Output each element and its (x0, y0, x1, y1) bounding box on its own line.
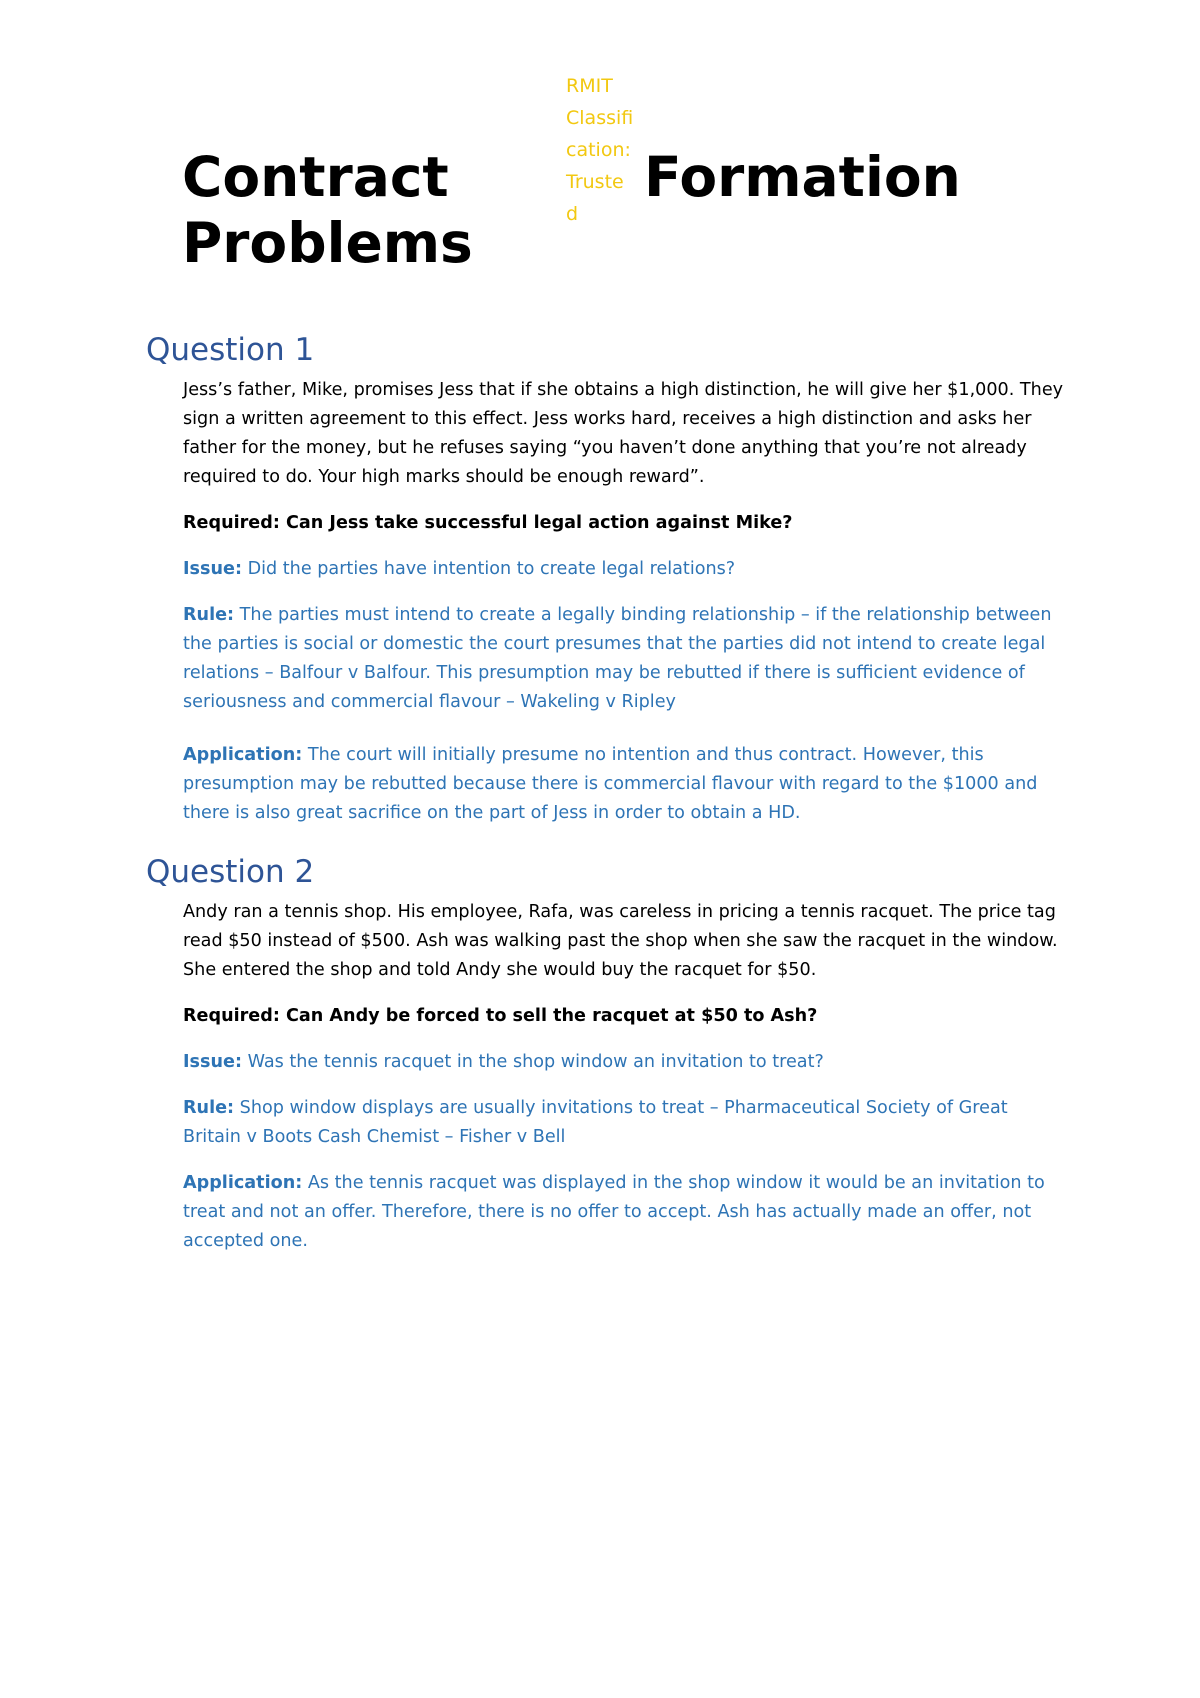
classification-line: d (566, 203, 579, 225)
title-line-contract: Contract (182, 145, 449, 209)
question-1-facts: Jess’s father, Mike, promises Jess that if she obtains a high distinction, he will give her $1,000. They sign a written agreement to this effect. Jess works hard, receives a high distinction and asks her father for the money, but he refuses saying “you haven’t done anything that you’re not already required to do. Your high marks should be enough reward”. (183, 380, 1064, 487)
title-line-problems: Problems (182, 211, 473, 275)
question-1-heading: Question 1 (146, 332, 315, 368)
classification-label (566, 70, 641, 230)
question-2-section (146, 852, 1066, 1256)
question-1-section (146, 330, 1066, 828)
application-text: The court will initially presume no intention and thus contract. However, this presumption may be rebutted because there is commercial flavour with regard to the $1000 and there is also great sacrifice on the part of Jess in order to obtain a HD. (183, 745, 1038, 823)
issue-text: Did the parties have intention to create legal relations? (241, 559, 736, 579)
question-1-application (183, 741, 1066, 828)
question-2-required: Required: Can Andy be forced to sell the racquet at $50 to Ash? (183, 1006, 818, 1026)
application-text: As the tennis racquet was displayed in the shop window it would be an invitation to treat and not an offer. Therefore, there is no offer to accept. Ash has actually made an offer, not accepted one. (183, 1173, 1045, 1251)
issue-label: Issue: (183, 559, 242, 579)
application-label: Application: (183, 1173, 303, 1193)
question-1-issue (183, 555, 1066, 584)
document-title-right: Formation (644, 145, 961, 209)
question-2-issue (183, 1048, 1066, 1077)
classification-line: Classifi (566, 107, 634, 129)
issue-label: Issue: (183, 1052, 242, 1072)
document-title-left (182, 144, 473, 276)
question-2-application (183, 1169, 1066, 1256)
question-1-rule (183, 601, 1066, 717)
rule-label: Rule: (183, 605, 235, 625)
rule-text: Shop window displays are usually invitations to treat – Pharmaceutical Society of Great Britain v Boots Cash Chemist – Fisher v Bell (183, 1098, 1008, 1147)
rule-label: Rule: (183, 1098, 235, 1118)
classification-line: Truste (566, 171, 624, 193)
question-2-heading: Question 2 (146, 854, 315, 890)
question-1-required: Required: Can Jess take successful legal action against Mike? (183, 513, 793, 533)
question-2-facts: Andy ran a tennis shop. His employee, Rafa, was careless in pricing a tennis racquet. The price tag read $50 instead of $500. Ash was walking past the shop when she saw the racquet in the window. She entered the shop and told Andy she would buy the racquet for $50. (183, 902, 1058, 980)
application-label: Application: (183, 745, 303, 765)
classification-line: RMIT (566, 75, 613, 97)
rule-text: The parties must intend to create a legally binding relationship – if the relationship between the parties is social or domestic the court presumes that the parties did not intend to create legal relations – Balfour v Balfour. This presumption may be rebutted if there is sufficient evidence of seriousness and commercial flavour – Wakeling v Ripley (183, 605, 1052, 712)
question-2-rule (183, 1094, 1066, 1152)
classification-line: cation: (566, 139, 631, 161)
issue-text: Was the tennis racquet in the shop window an invitation to treat? (241, 1052, 824, 1072)
question-1-body (183, 376, 1066, 828)
question-2-body (183, 898, 1066, 1256)
